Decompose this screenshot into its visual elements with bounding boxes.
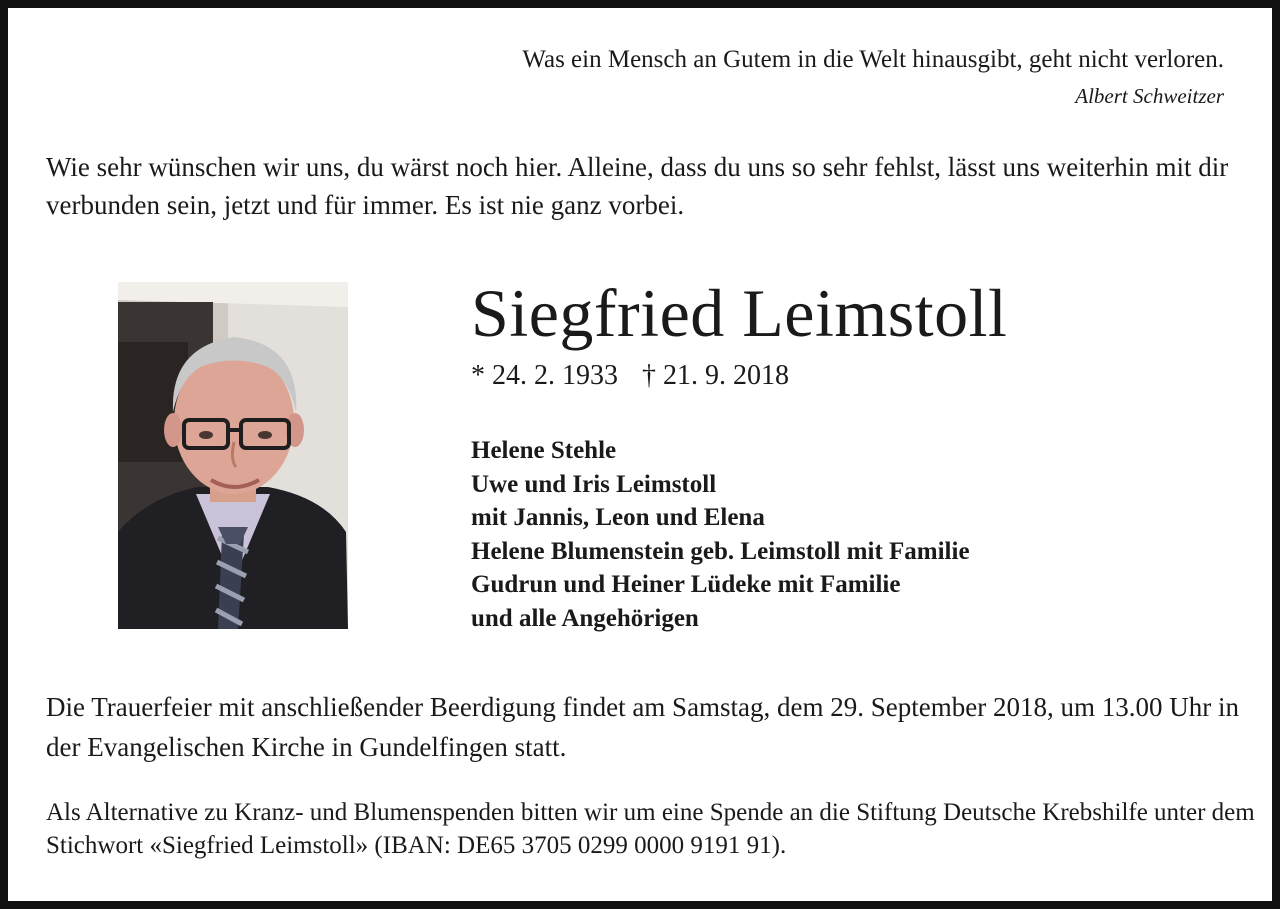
- mourners-list: [471, 434, 970, 635]
- death-date: † 21. 9. 2018: [642, 360, 789, 391]
- intro-text: Wie sehr wünschen wir uns, du wärst noch hier. Alleine, dass du uns so sehr fehlst, lässt uns weiterhin mit dir verbunden sein, jetzt und für immer. Es ist nie ganz vorbei.: [46, 152, 1229, 220]
- life-dates: [471, 360, 789, 392]
- portrait-photo: [118, 282, 348, 629]
- epigraph-author: Albert Schweitzer: [1075, 84, 1224, 108]
- mourner-name: und alle Angehörigen: [471, 604, 699, 632]
- mourner-name: Helene Stehle: [471, 437, 617, 464]
- mourner-name: mit Jannis, Leon und Elena: [471, 504, 765, 531]
- donation-request: Als Alternative zu Kranz- und Blumenspenden bitten wir um eine Spende an die Stiftung Deutsche Krebshilfe unter dem Stichwort «Siegfried Leimstoll» (IBAN: DE65 3705 0299 0000 9191 91).: [46, 799, 1255, 859]
- mourner-name: Uwe und Iris Leimstoll: [471, 470, 717, 498]
- deceased-name: Siegfried Leimstoll: [471, 275, 1008, 351]
- birth-date: * 24. 2. 1933: [471, 360, 618, 391]
- mourner-name: Gudrun und Heiner Lüdeke mit Familie: [471, 571, 901, 598]
- mourner-name: Helene Blumenstein geb. Leimstoll mit Familie: [471, 537, 970, 565]
- funeral-ceremony-info: Die Trauerfeier mit anschließender Beerdigung findet am Samstag, dem 29. September 2018, um 13.00 Uhr in der Evangelischen Kirche in Gundelfingen statt.: [46, 692, 1239, 762]
- epigraph-quote: Was ein Mensch an Gutem in die Welt hinausgibt, geht nicht verloren.: [522, 46, 1224, 73]
